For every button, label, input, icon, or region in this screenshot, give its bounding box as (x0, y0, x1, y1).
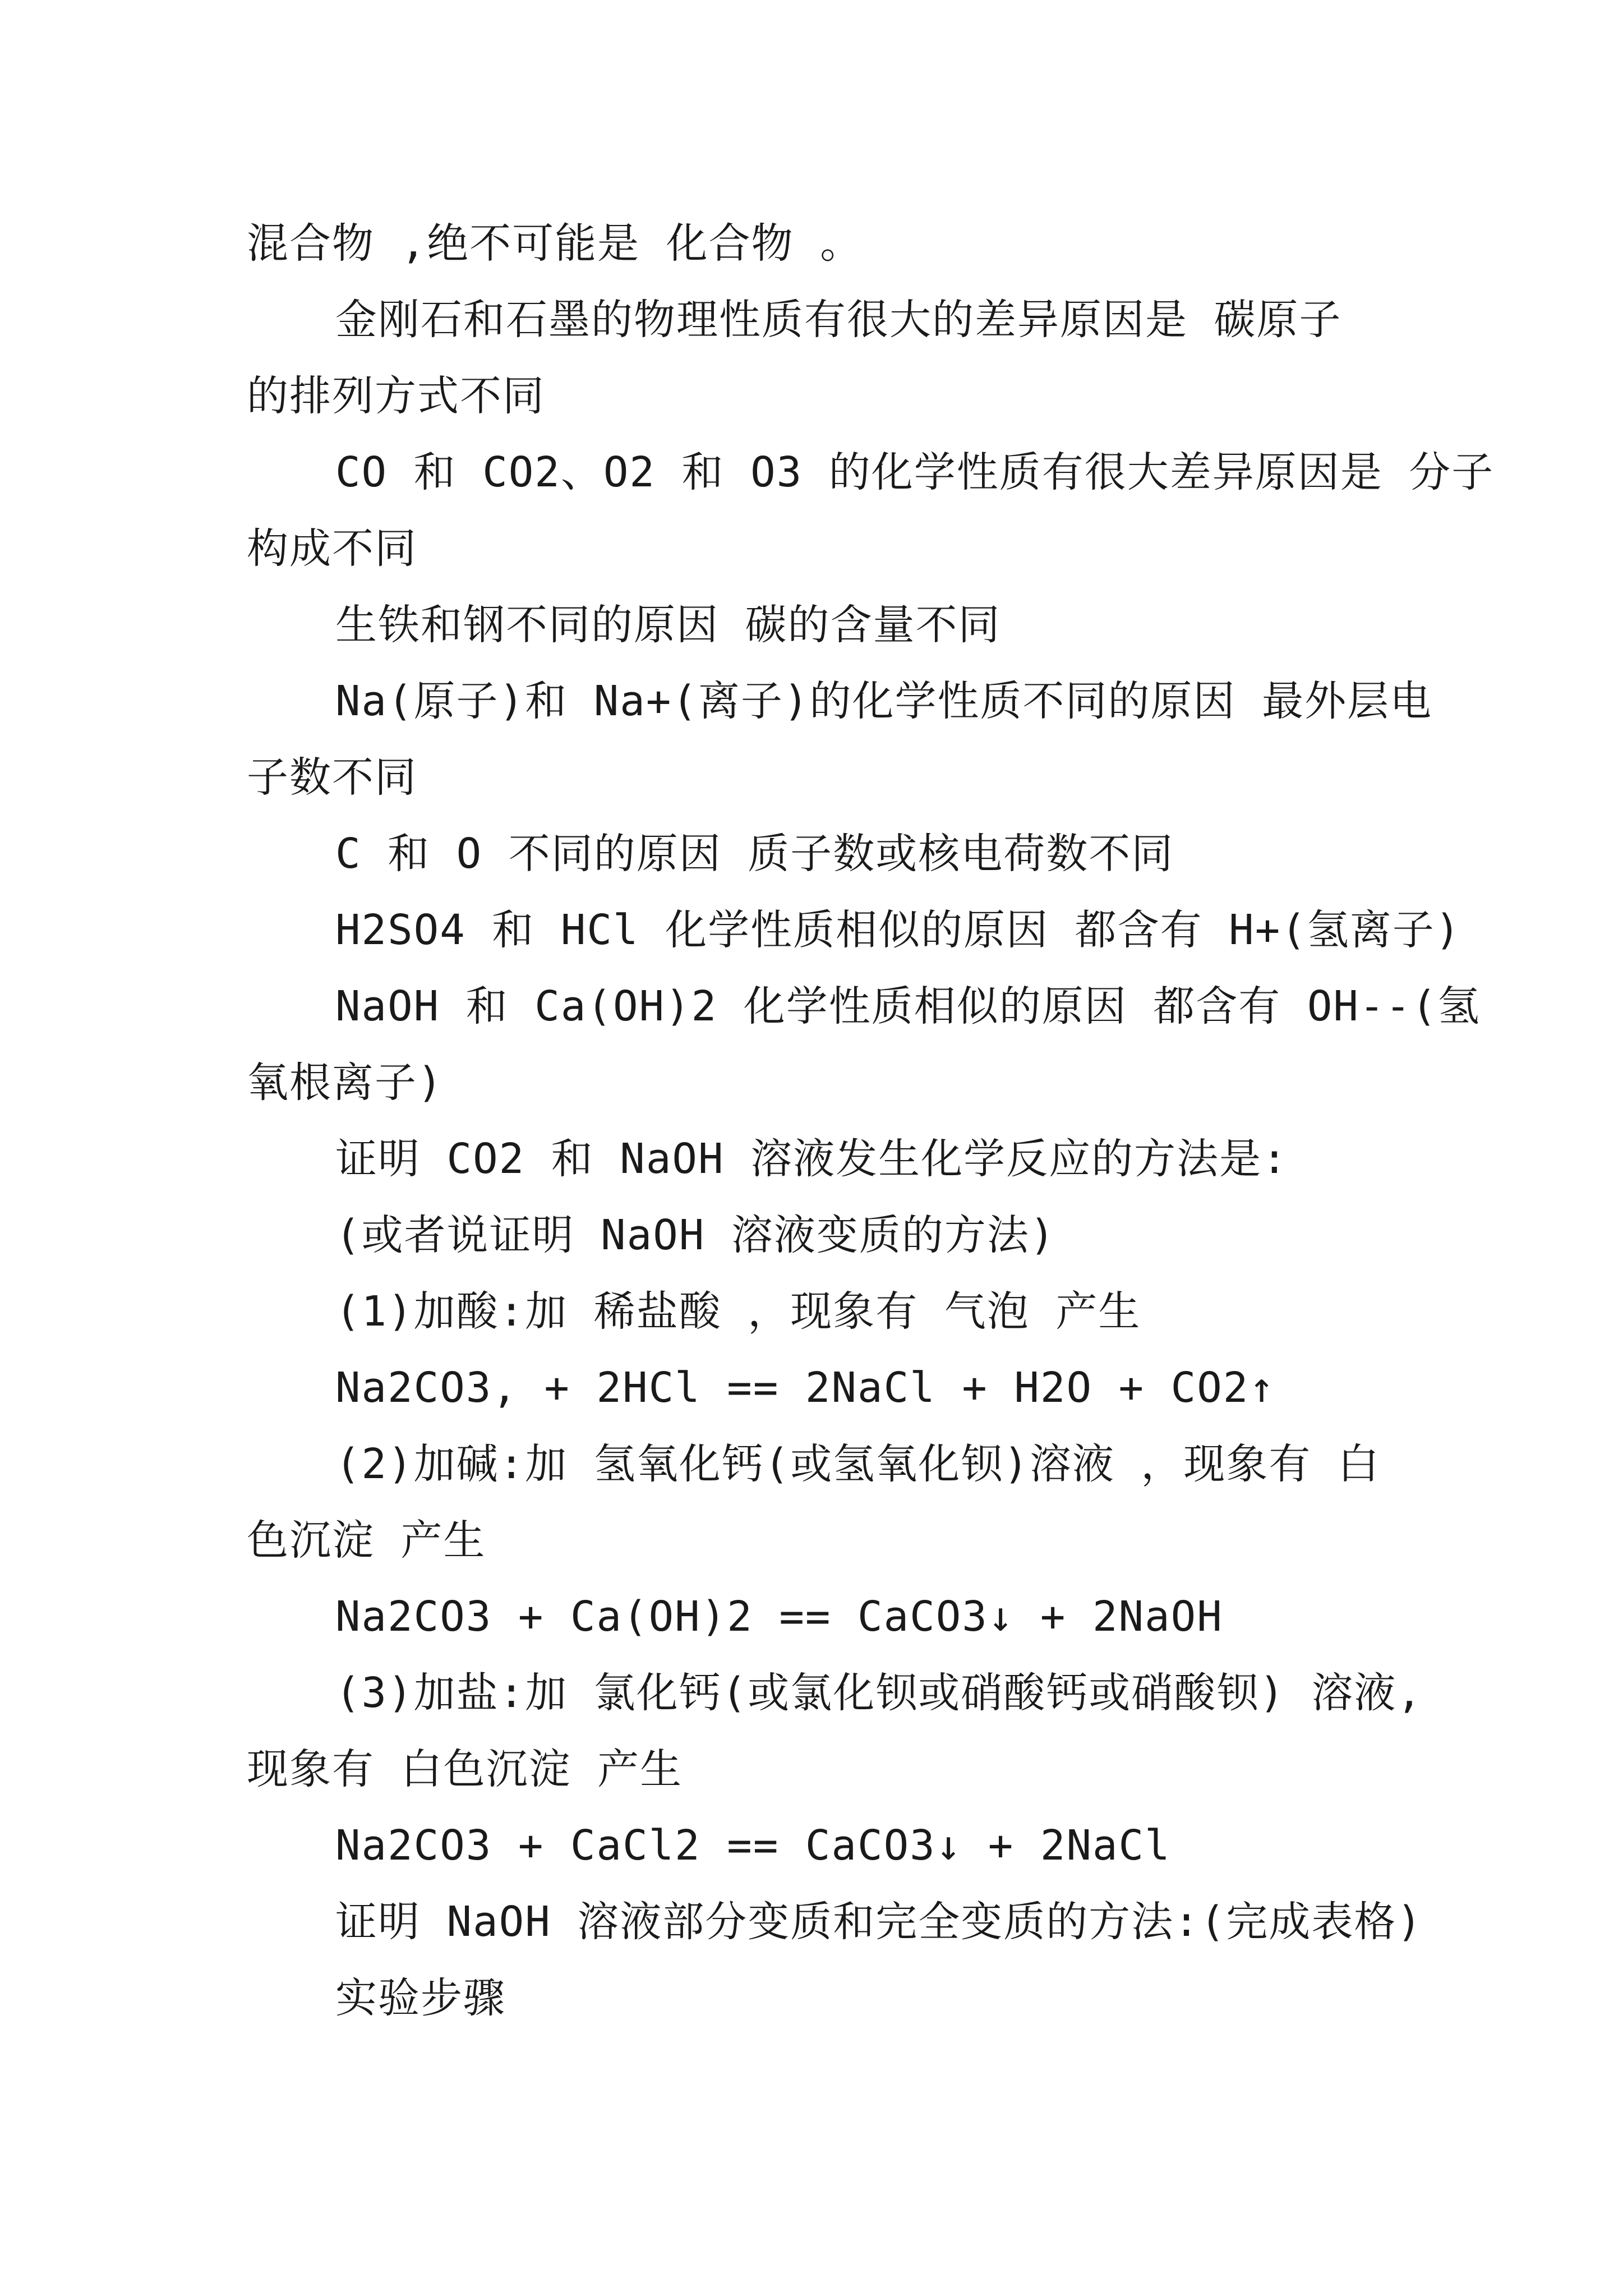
text-line: 子数不同 (247, 753, 417, 802)
text-line: 证明 CO2 和 NaOH 溶液发生化学反应的方法是: (335, 1135, 1288, 1183)
text-line: H2SO4 和 HCl 化学性质相似的原因 都含有 H+(氢离子) (335, 906, 1461, 954)
text-line: 金刚石和石墨的物理性质有很大的差异原因是 碳原子 (335, 296, 1342, 344)
text-line: 的排列方式不同 (247, 372, 545, 420)
text-line: Na(原子)和 Na+(离子)的化学性质不同的原因 最外层电 (335, 677, 1433, 725)
text-line: 证明 NaOH 溶液部分变质和完全变质的方法:(完成表格) (335, 1898, 1423, 1946)
text-line: (或者说证明 NaOH 溶液变质的方法) (335, 1211, 1056, 1259)
text-line: (1)加酸:加 稀盐酸 ，现象有 气泡 产生 (335, 1287, 1141, 1336)
text-line: 氧根离子) (247, 1059, 444, 1107)
text-line: 构成不同 (247, 524, 417, 573)
text-line: Na2CO3 + Ca(OH)2 == CaCO3↓ + 2NaOH (335, 1593, 1223, 1641)
text-line: (3)加盐:加 氯化钙(或氯化钡或硝酸钙或硝酸钡) 溶液, (335, 1669, 1423, 1717)
text-line: 色沉淀 产生 (247, 1516, 486, 1565)
text-line: 生铁和钢不同的原因 碳的含量不同 (335, 601, 1001, 649)
text-line: 现象有 白色沉淀 产生 (247, 1745, 683, 1793)
text-line: CO 和 CO2、O2 和 O3 的化学性质有很大差异原因是 分子 (335, 448, 1495, 496)
text-line: C 和 O 不同的原因 质子数或核电荷数不同 (335, 830, 1174, 878)
text-line: 混合物 ,绝不可能是 化合物 。 (247, 219, 863, 268)
text-line: Na2CO3 + CaCl2 == CaCO3↓ + 2NaCl (335, 1821, 1171, 1870)
text-line: 实验步骤 (335, 1974, 506, 2022)
text-line: Na2CO3, + 2HCl == 2NaCl + H2O + CO2↑ (335, 1364, 1275, 1412)
text-line: NaOH 和 Ca(OH)2 化学性质相似的原因 都含有 OH--(氢 (335, 982, 1481, 1030)
text-line: (2)加碱:加 氢氧化钙(或氢氧化钡)溶液 ，现象有 白 (335, 1440, 1380, 1488)
